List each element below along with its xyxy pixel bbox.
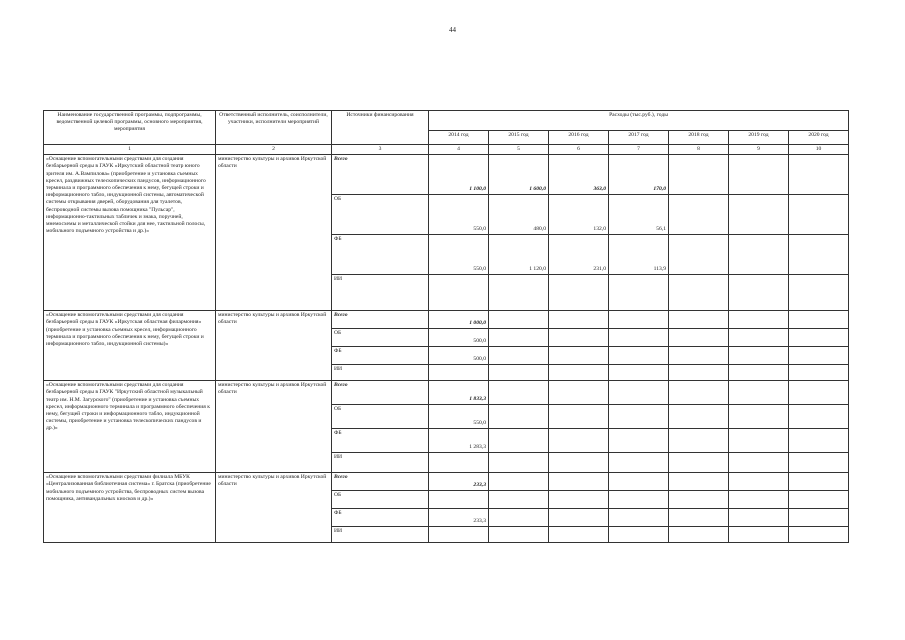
header-expenses: Расходы (тыс.руб.), годы — [429, 111, 849, 131]
header-source: Источники финансирования — [332, 111, 429, 145]
expense-value — [789, 381, 849, 405]
column-number: 3 — [332, 145, 429, 155]
expense-value — [789, 347, 849, 365]
expense-value — [729, 365, 789, 381]
expense-value — [549, 381, 609, 405]
expense-value — [729, 405, 789, 429]
expense-value — [609, 527, 669, 543]
expense-value — [549, 473, 609, 491]
expense-value — [609, 347, 669, 365]
column-number: 1 — [44, 145, 216, 155]
expense-value — [729, 155, 789, 195]
expense-value — [489, 405, 549, 429]
expense-value — [669, 275, 729, 311]
page-number: 44 — [449, 26, 456, 34]
expense-value: 363,0 — [549, 155, 609, 195]
expense-value — [609, 311, 669, 329]
expense-value: 233,3 — [429, 509, 489, 527]
expense-value — [609, 381, 669, 405]
budget-table — [43, 110, 849, 543]
expense-value: 233,3 — [429, 473, 489, 491]
expense-value — [669, 405, 729, 429]
expense-value: 231,0 — [549, 235, 609, 275]
expense-value — [429, 453, 489, 473]
expense-value — [669, 311, 729, 329]
expense-value — [669, 381, 729, 405]
expense-value: 1 000,0 — [429, 311, 489, 329]
expense-value — [789, 429, 849, 453]
measure-description: «Оснащение вспомогательными средствами для создания безбарьерной среды в ГАУК «Иркутская областная филармония» (приобретение и установка съемных кресел, информационного терминала и программного обеспечения к нему, бегущей строки и информационного табло, индукционной системы)» — [44, 311, 216, 381]
expense-value — [549, 329, 609, 347]
expense-value — [729, 473, 789, 491]
expense-value — [789, 235, 849, 275]
expense-value — [729, 235, 789, 275]
expense-value — [789, 329, 849, 347]
expense-value — [549, 509, 609, 527]
expense-value — [789, 155, 849, 195]
expense-value — [609, 329, 669, 347]
column-number: 10 — [789, 145, 849, 155]
table-row — [44, 381, 849, 405]
expense-value — [609, 275, 669, 311]
expense-value — [789, 275, 849, 311]
expense-value — [729, 429, 789, 453]
funding-source: Всего — [332, 381, 429, 405]
expense-value: 500,0 — [429, 329, 489, 347]
header-year: 2020 год — [789, 131, 849, 145]
funding-source: ИИ — [332, 453, 429, 473]
expense-value — [789, 473, 849, 491]
expense-value — [789, 509, 849, 527]
header-year: 2018 год — [669, 131, 729, 145]
table-row — [44, 311, 849, 329]
expense-value — [609, 509, 669, 527]
expense-value — [549, 347, 609, 365]
funding-source: ОБ — [332, 195, 429, 235]
funding-source: ФБ — [332, 235, 429, 275]
expense-value — [729, 491, 789, 509]
expense-value — [669, 365, 729, 381]
expense-value — [429, 275, 489, 311]
expense-value: 550,0 — [429, 235, 489, 275]
expense-value — [729, 311, 789, 329]
column-number: 6 — [549, 145, 609, 155]
funding-source: ОБ — [332, 329, 429, 347]
expense-value — [429, 365, 489, 381]
measure-executor: министерство культуры и архивов Иркутской области — [216, 381, 332, 473]
measure-executor: министерство культуры и архивов Иркутской области — [216, 311, 332, 381]
funding-source: ОБ — [332, 491, 429, 509]
expense-value — [669, 155, 729, 195]
expense-value — [669, 491, 729, 509]
measure-description: «Оснащение вспомогательными средствами филиала МБУК «Централизованная библиотечная система» г. Братска (приобретение мобильного подъемного устройства, беспроводных систем вызова помощника, антивандальных киосков и др.)» — [44, 473, 216, 543]
expense-value: 1 100,0 — [429, 155, 489, 195]
expense-value — [789, 405, 849, 429]
expense-value — [549, 405, 609, 429]
measure-description: «Оснащение вспомогательными средствами для создания безбарьерной среды в ГАУК "Иркутский областной музыкальный театр им. Н.М. Загурского" (приобретение и установка съемных кресел, информационного терминала и программного обеспечения к нему, бегущей строки и информационного табло, индукционной системы, приобретение и установка телескопических пандусов и др.)» — [44, 381, 216, 473]
header-year: 2014 год — [429, 131, 489, 145]
expense-value — [489, 275, 549, 311]
table-row — [44, 155, 849, 195]
expense-value — [429, 491, 489, 509]
expense-value: 56,1 — [609, 195, 669, 235]
expense-value — [609, 405, 669, 429]
expense-value — [549, 311, 609, 329]
column-number: 2 — [216, 145, 332, 155]
expense-value — [729, 329, 789, 347]
expense-value — [549, 491, 609, 509]
expense-value — [789, 365, 849, 381]
funding-source: ОБ — [332, 405, 429, 429]
funding-source: ФБ — [332, 429, 429, 453]
expense-value — [789, 453, 849, 473]
measure-executor: министерство культуры и архивов Иркутской области — [216, 155, 332, 311]
table-row — [44, 473, 849, 491]
expense-value — [729, 527, 789, 543]
measure-description: «Оснащение вспомогательными средствами для создания безбарьерной среды в ГАУК «Иркутский областной театр юного зрителя им. А.Вампилова» (приобретение и установка съемных кресел, раздвижных телескопических пандусов, информационного терминала и программного обеспечения к нему, бегущей строки и информационного табло, индукционной системы, автоматической системы открывания дверей, оборудования для туалетов, беспроводной системы вызова помощника "Пульсар", информационно-тактильных табличек и знака, поручней, мнемосхемы и металлической стойки для нее, тактильной полосы, мобильного подъемного устройства и др.)» — [44, 155, 216, 311]
expense-value — [489, 453, 549, 473]
expense-value — [669, 509, 729, 527]
expense-value — [609, 491, 669, 509]
expense-value — [789, 527, 849, 543]
expense-value — [669, 195, 729, 235]
expense-value — [729, 275, 789, 311]
expense-value — [669, 347, 729, 365]
header-year: 2016 год — [549, 131, 609, 145]
expense-value — [549, 429, 609, 453]
expense-value: 1 833,3 — [429, 381, 489, 405]
expense-value: 550,0 — [429, 195, 489, 235]
expense-value — [729, 509, 789, 527]
funding-source: Всего — [332, 473, 429, 491]
expense-value: 1 600,0 — [489, 155, 549, 195]
funding-source: ИИ — [332, 365, 429, 381]
column-number: 5 — [489, 145, 549, 155]
funding-source: ФБ — [332, 509, 429, 527]
expense-value — [489, 365, 549, 381]
expense-value: 480,0 — [489, 195, 549, 235]
expense-value — [489, 381, 549, 405]
expense-value — [549, 365, 609, 381]
expense-value — [669, 473, 729, 491]
expense-value — [729, 381, 789, 405]
measure-executor: министерство культуры и архивов Иркутской области — [216, 473, 332, 543]
funding-source: Всего — [332, 155, 429, 195]
expense-value — [609, 453, 669, 473]
expense-value — [669, 453, 729, 473]
expense-value — [549, 527, 609, 543]
expense-value: 550,0 — [429, 405, 489, 429]
expense-value — [789, 311, 849, 329]
expense-value — [609, 429, 669, 453]
expense-value — [609, 365, 669, 381]
expense-value — [489, 329, 549, 347]
expense-value — [729, 195, 789, 235]
expense-value — [489, 527, 549, 543]
expense-value — [489, 491, 549, 509]
expense-value — [729, 347, 789, 365]
expense-value — [609, 473, 669, 491]
expense-value — [729, 453, 789, 473]
expense-value — [669, 429, 729, 453]
expense-value — [489, 429, 549, 453]
column-number: 8 — [669, 145, 729, 155]
header-year: 2019 год — [729, 131, 789, 145]
expense-value — [489, 347, 549, 365]
expense-value: 170,0 — [609, 155, 669, 195]
column-number: 7 — [609, 145, 669, 155]
expense-value: 132,0 — [549, 195, 609, 235]
expense-value — [789, 491, 849, 509]
expense-value — [489, 311, 549, 329]
header-program: Наименование государственной программы, подпрограммы, ведомственной целевой программы, основного мероприятия, мероприятия — [44, 111, 216, 145]
expense-value: 1 120,0 — [489, 235, 549, 275]
expense-value — [669, 329, 729, 347]
column-number: 9 — [729, 145, 789, 155]
expense-value — [669, 235, 729, 275]
funding-source: ФБ — [332, 347, 429, 365]
column-number: 4 — [429, 145, 489, 155]
expense-value: 1 283,3 — [429, 429, 489, 453]
expense-value: 500,0 — [429, 347, 489, 365]
header-executor: Ответственный исполнитель, соисполнители, участники, исполнители мероприятий — [216, 111, 332, 145]
expense-value — [669, 527, 729, 543]
funding-source: ИИ — [332, 275, 429, 311]
expense-value: 113,9 — [609, 235, 669, 275]
expense-value — [429, 527, 489, 543]
header-year: 2017 год — [609, 131, 669, 145]
funding-source: Всего — [332, 311, 429, 329]
funding-source: ИИ — [332, 527, 429, 543]
expense-value — [789, 195, 849, 235]
expense-value — [489, 473, 549, 491]
expense-value — [549, 453, 609, 473]
header-year: 2015 год — [489, 131, 549, 145]
expense-value — [489, 509, 549, 527]
expense-value — [549, 275, 609, 311]
